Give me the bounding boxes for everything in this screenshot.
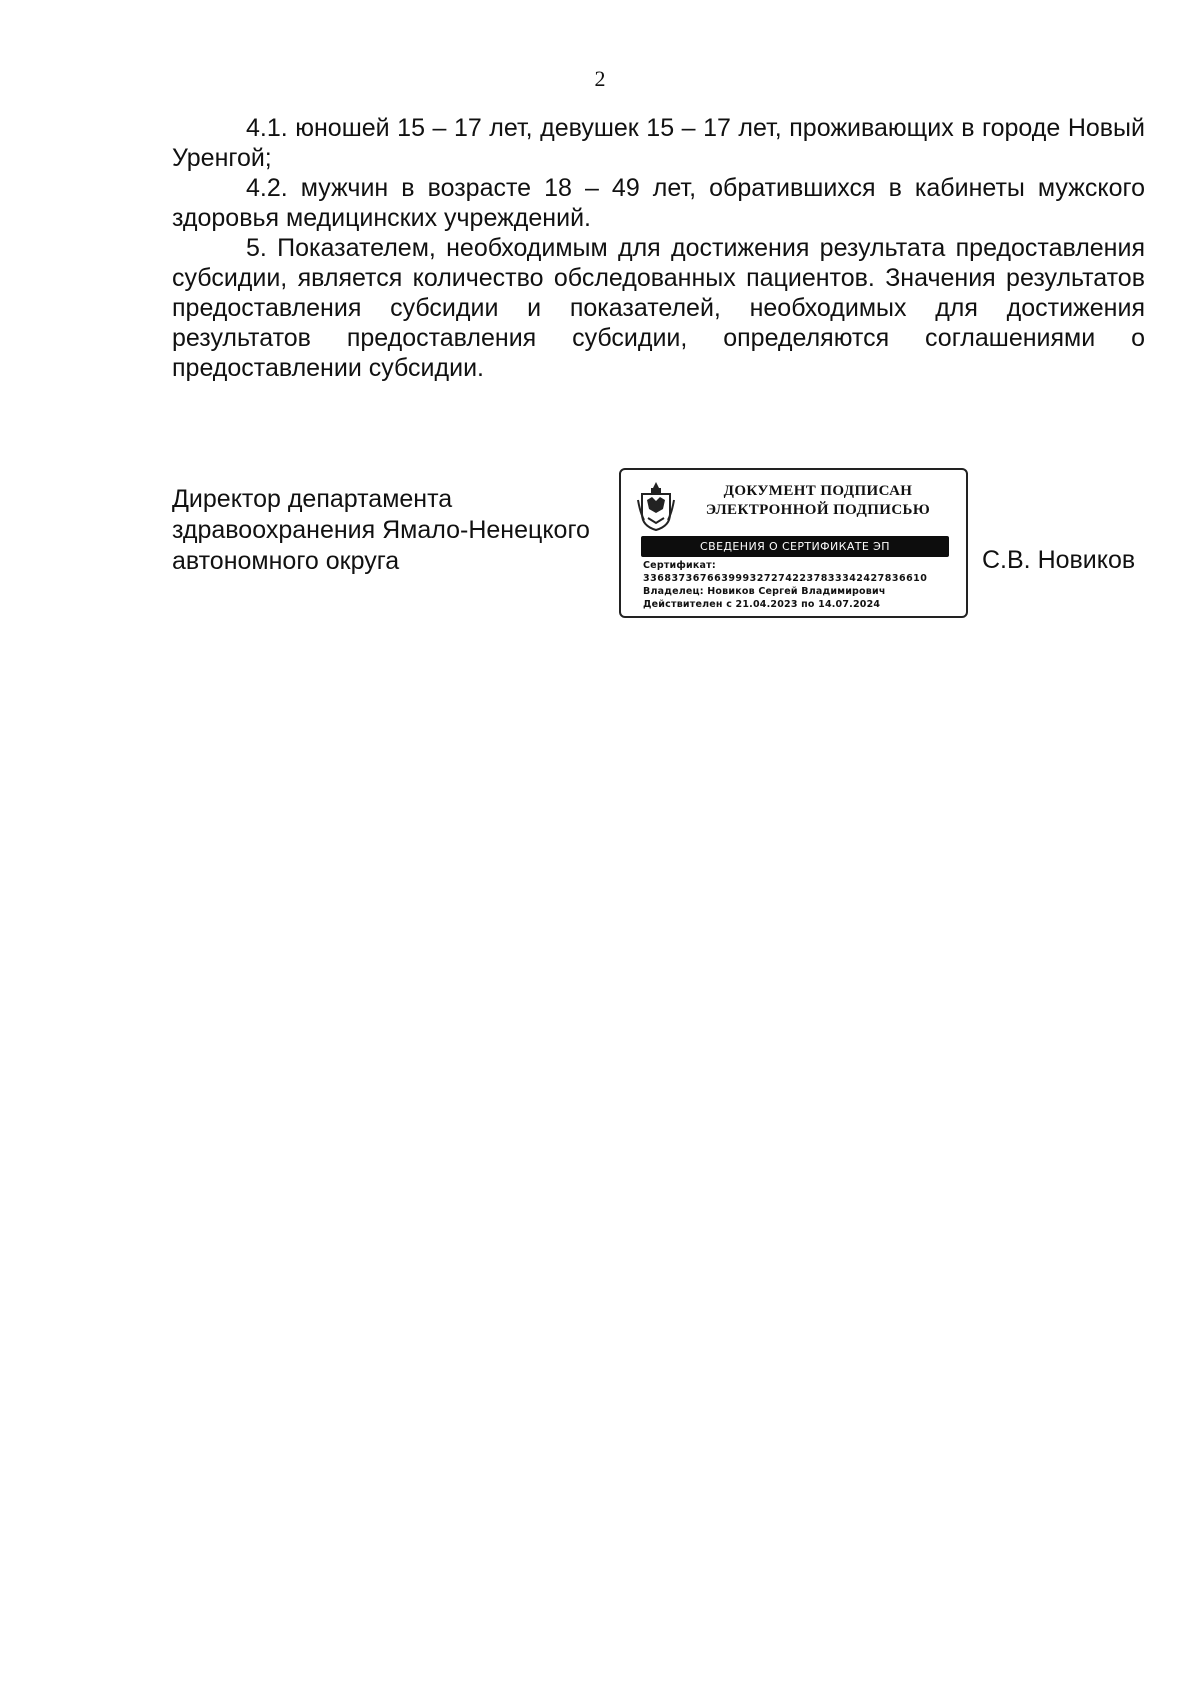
stamp-title (683, 482, 953, 520)
certificate-label: Сертификат: (643, 560, 716, 571)
coat-of-arms-icon (636, 480, 676, 532)
position-line: здравоохранения Ямало-Ненецкого (172, 516, 590, 544)
signatory-position (172, 484, 612, 577)
signatory-name: С.В. Новиков (982, 546, 1136, 574)
paragraph-5: 5. Показателем, необходимым для достижения результата предоставления субсидии, является количество обследованных пациентов. Значения результатов предоставления субсидии и показателей, необходимых для достижения результатов предоставления субсидии, определяются соглашениями о предоставлении субсидии. (172, 234, 1145, 382)
certificate-number: 3368373676639993272742237833342427836610 (643, 573, 928, 584)
paragraph-4-1: 4.1. юношей 15 – 17 лет, девушек 15 – 17 лет, проживающих в городе Новый Уренгой; (172, 114, 1145, 172)
electronic-signature-stamp (619, 468, 968, 618)
stamp-title-line: ДОКУМЕНТ ПОДПИСАН (723, 483, 913, 499)
paragraph-4-2: 4.2. мужчин в возрасте 18 – 49 лет, обратившихся в кабинеты мужского здоровья медицинских учреждений. (172, 174, 1145, 232)
certificate-validity: Действителен с 21.04.2023 по 14.07.2024 (643, 599, 881, 610)
position-line: автономного округа (172, 547, 400, 575)
stamp-title-line: ЭЛЕКТРОННОЙ ПОДПИСЬЮ (705, 502, 931, 518)
position-line: Директор департамента (172, 485, 453, 513)
certificate-owner: Владелец: Новиков Сергей Владимирович (643, 586, 886, 597)
page-number: 2 (594, 66, 606, 91)
document-body (172, 113, 1145, 383)
certificate-info-bar: СВЕДЕНИЯ О СЕРТИФИКАТЕ ЭП (641, 536, 949, 557)
